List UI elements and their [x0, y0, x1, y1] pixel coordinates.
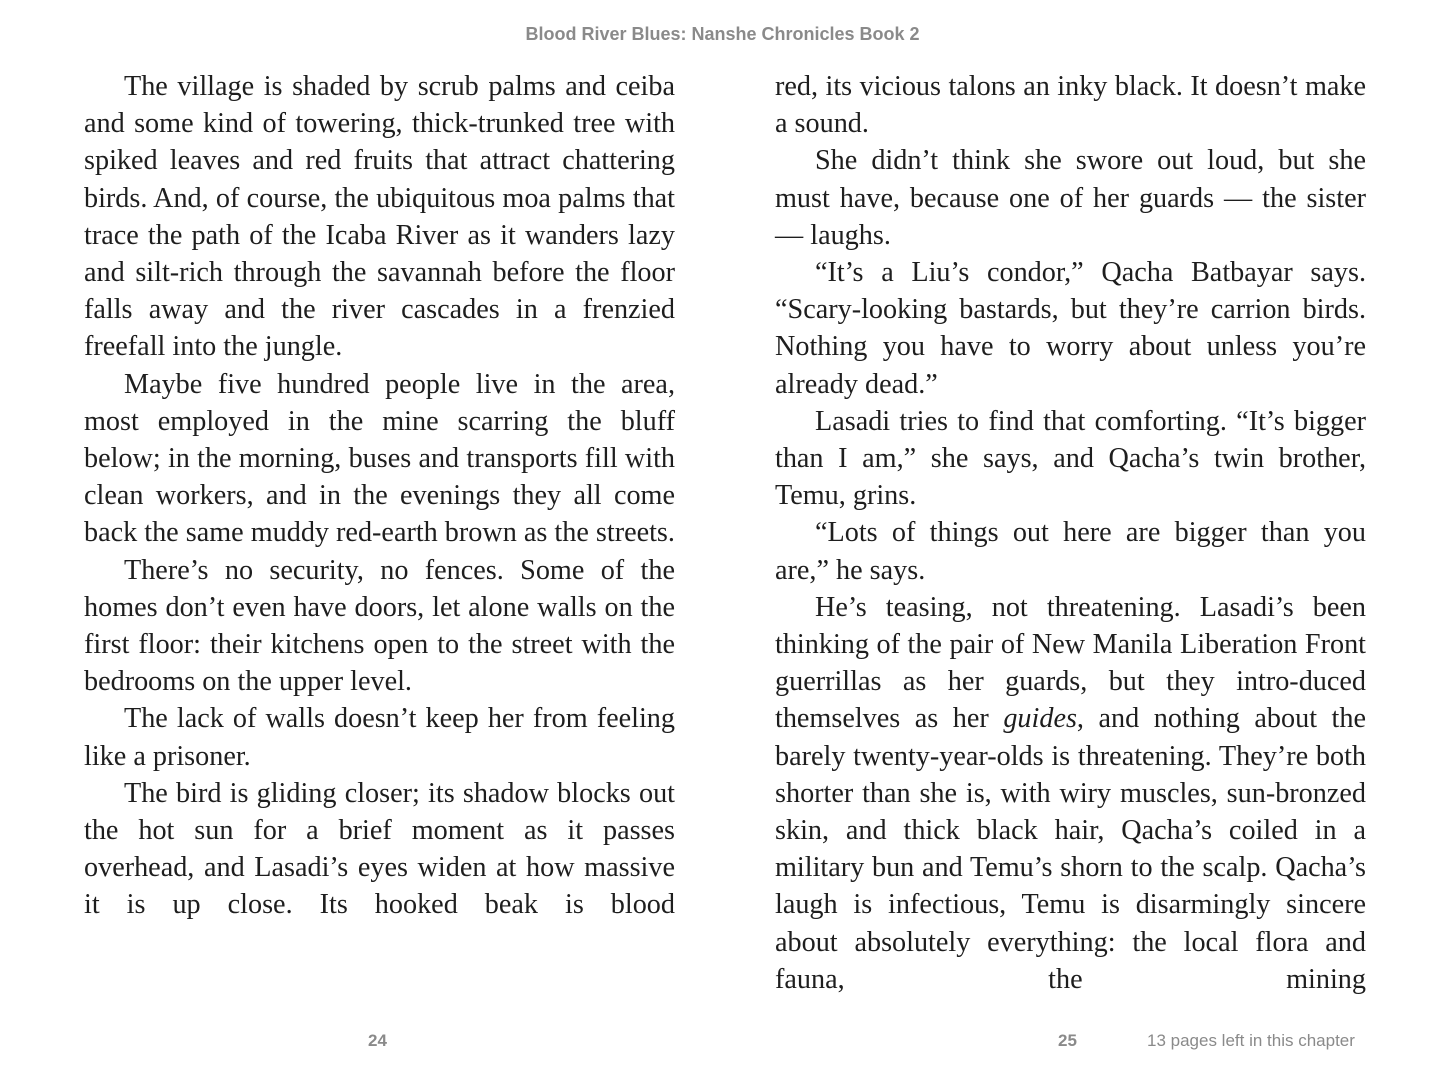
- page-number-left: 24: [368, 1031, 387, 1050]
- text-run: He’s teasing, not threatening. Lasadi’s been thinking of the pair of New Manila Liberation Front guerrillas as her guards, but they intro-duced themselves as her: [775, 591, 1366, 735]
- paragraph: “It’s a Liu’s condor,” Qacha Batbayar says. “Scary-looking bastards, but they’re carrion birds. Nothing you have to worry about unless you’re already dead.”: [775, 257, 1366, 400]
- paragraph: red, its vicious talons an inky black. It doesn’t make a sound.: [775, 71, 1366, 140]
- paragraph: Lasadi tries to find that comforting. “It’s bigger than I am,” she says, and Qacha’s twin brother, Temu, grins.: [775, 405, 1366, 512]
- text-run: , and nothing about the barely twenty-year-olds is threatening. They’re both shorter than she is, with wiry muscles, sun-bronzed skin, and thick black hair, Qacha’s coiled in a military bun and Temu’s shorn to the scalp. Qacha’s laugh is infectious, Temu is disarmingly sincere about absolutely everything: the local flora and fauna, the mining: [775, 703, 1366, 995]
- paragraph: “Lots of things out here are bigger than you are,” he says.: [775, 517, 1366, 586]
- paragraph: Maybe five hundred people live in the area, most employed in the mine scarring the bluff below; in the morning, buses and transports fill with clean workers, and in the evenings they all come back the same muddy red-earth brown as the streets.: [84, 368, 675, 549]
- paragraph: The village is shaded by scrub palms and ceiba and some kind of towering, thick-trunked tree with spiked leaves and red fruits that attract chattering birds. And, of course, the ubiquitous moa palms that trace the path of the Icaba River as it wanders lazy and silt-rich through the savannah before the floor falls away and the river cascades in a frenzied freefall into the jungle.: [84, 71, 675, 363]
- paragraph: The lack of walls doesn’t keep her from feeling like a prisoner.: [84, 703, 675, 772]
- left-page: [84, 68, 675, 924]
- book-title: Blood River Blues: Nanshe Chronicles Book 2: [525, 24, 920, 44]
- pages-left-in-chapter: 13 pages left in this chapter: [1147, 1031, 1355, 1050]
- paragraph: There’s no security, no fences. Some of the homes don’t even have doors, let alone walls on the first floor: their kitchens open to the street with the bedrooms on the upper level.: [84, 554, 675, 698]
- paragraph: She didn’t think she swore out loud, but she must have, because one of her guards — the sister — laughs.: [775, 145, 1366, 251]
- paragraph: The bird is gliding closer; its shadow blocks out the hot sun for a brief moment as it passes overhead, and Lasadi’s eyes widen at how massive it is up close. Its hooked beak is blood: [84, 777, 675, 921]
- right-page: [775, 68, 1366, 998]
- italic-word: guides: [1003, 703, 1077, 735]
- paragraph: [775, 589, 1366, 998]
- page-number-right: 25: [1058, 1031, 1077, 1050]
